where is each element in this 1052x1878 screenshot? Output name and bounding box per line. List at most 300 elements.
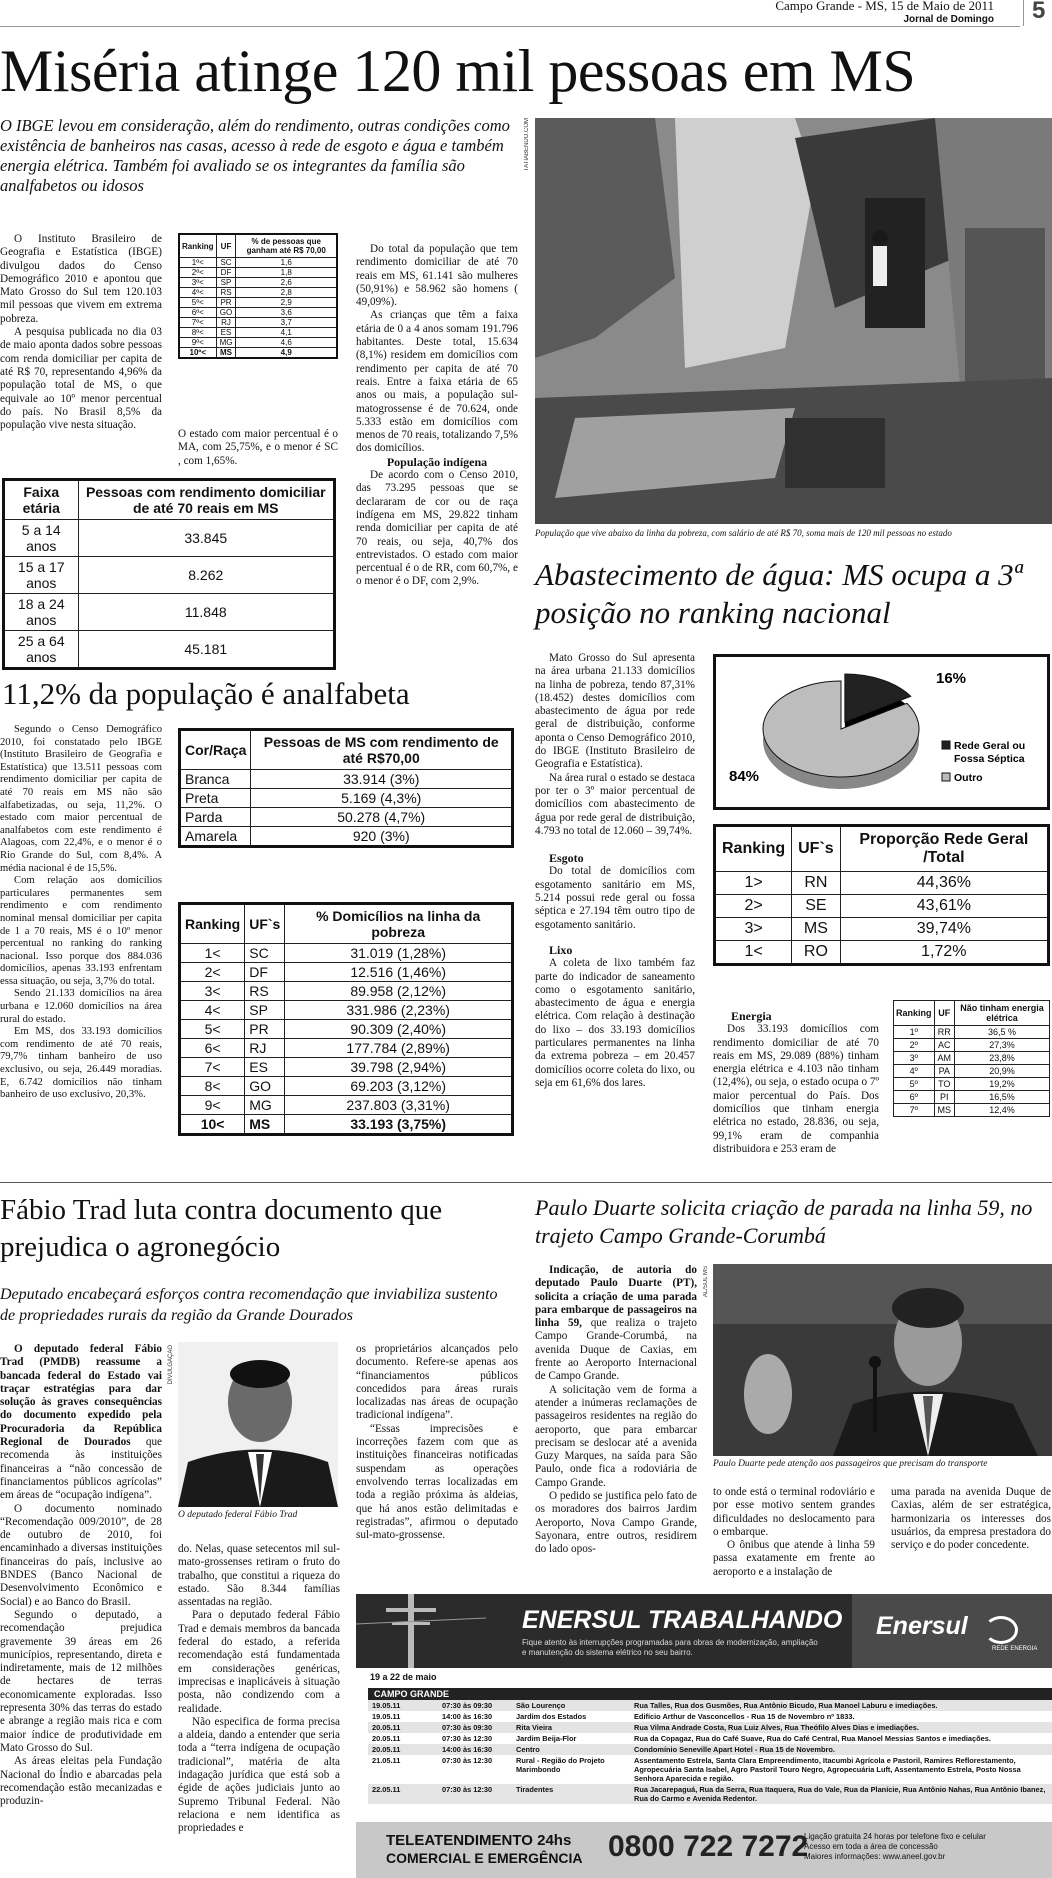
table-header-cell: UF — [934, 1001, 955, 1026]
table-cell: PR — [245, 1020, 285, 1039]
table-cell: AC — [934, 1039, 955, 1052]
paragraph: Mato Grosso do Sul apresenta na área urbana 21.133 domicílios na linha de pobreza, tendo 87,31% (18.452) destes domicílios com abastecimento de água por rede geral de distribuição, conforme aponta o Censo Demográfico 2010, do IBGE (Instituto Brasileiro de Geografia e Estatística). — [535, 652, 695, 771]
table-row — [179, 308, 337, 318]
table-cell: TO — [934, 1078, 955, 1091]
lead-bold: Indicação, de autoria do deputado Paulo Duarte (PT), solicita a criação de uma parada para embarque de passageiros na linha 59, — [535, 1264, 697, 1330]
table-cell: 3< — [180, 982, 245, 1001]
table-cell: RS — [245, 982, 285, 1001]
ad-period: 19 a 22 de maio — [370, 1672, 437, 1682]
table-row — [179, 348, 337, 359]
table-cell: 1º — [894, 1026, 935, 1039]
info-text — [804, 1832, 986, 1862]
dateline: Campo Grande - MS, 15 de Maio de 2011 — [775, 0, 994, 13]
schedule-cell: 20.05.11 — [372, 1734, 401, 1743]
table-row — [179, 258, 337, 268]
table-cell: 90.309 (2,40%) — [285, 1020, 513, 1039]
table-cell: 5º< — [179, 298, 216, 308]
schedule-cell: Edifício Arthur de Vasconcellos - Rua 15 de Novembro nº 1833. — [634, 1712, 855, 1721]
table-cell: 2º< — [179, 268, 216, 278]
schedule-cell: 07:30 às 12:30 — [442, 1734, 493, 1743]
subhead: Esgoto — [549, 851, 584, 866]
paragraph: to onde está o terminal rodoviário e por esse motivo sentem grandes dificuldades no deslocamento para o embarque. — [713, 1486, 875, 1538]
schedule-cell: 21.05.11 — [372, 1756, 401, 1765]
table-cell: RR — [934, 1026, 955, 1039]
lead-rest: que recomenda às instituições financeiras a “não concessão de financiamentos públicos agrícolas” em áreas de “ocupação indígena”. — [0, 1436, 163, 1502]
poverty-photo-art — [535, 118, 1052, 524]
table-cell: 19,2% — [955, 1078, 1050, 1091]
section-rule — [0, 1182, 1052, 1183]
schedule-cell: Rua Jacarepaguá, Rua da Serra, Rua Itaquera, Rua do Vale, Rua da Planície, Rua Antônio Nahas, Rua Antônio Ibanez, Rua do Carmo e Avenida Redentor. — [634, 1785, 1046, 1803]
schedule-cell: Rua Talles, Rua dos Gusmões, Rua Antônio Bicudo, Rua Manoel Laburu e imediações. — [634, 1701, 938, 1710]
table-cell: MG — [216, 338, 236, 348]
table-cell: 7< — [180, 1058, 245, 1077]
trad-col3 — [356, 1343, 518, 1542]
water-headline: Abastecimento de água: MS ocupa a 3ª posição no ranking nacional — [535, 557, 1023, 630]
table-cell: 4,1 — [236, 328, 337, 338]
table-cell: RO — [792, 941, 841, 965]
table-cell: ES — [216, 328, 236, 338]
table-cell: 1< — [715, 941, 792, 965]
table-cell: 50.278 (4,7%) — [251, 808, 513, 827]
tele2: COMERCIAL E EMERGÊNCIA — [386, 1850, 583, 1866]
paragraph: As crianças que têm a faixa etária de 0 a 4 anos somam 191.796 habitantes. Deste total, 15.634 (8,1%) residem em domicílios com rendimento per capita de até 70 reais. Entre a faixa etária de 65 anos ou mais, a população sul-matogrossense é de 70.624, onde 5.333 estão em domicílios com menos de 70 reais, totalizando 7,5% dos domicílios. — [356, 309, 518, 455]
table-households — [178, 902, 514, 1136]
paragraph — [0, 1343, 162, 1503]
duarte-photo-caption: Paulo Duarte pede atenção aos passageiros que precisam do transporte — [713, 1459, 988, 1469]
table-row — [180, 1058, 513, 1077]
lead-rest: que realiza o trajeto Campo Grande-Corumbá, na avenida Duque de Caxias, em frente ao Aeroporto Internacional de Campo Grande. — [535, 1317, 697, 1383]
ad-subtitle: Fique atento às interrupções programadas para obras de modernização, ampliação e manutenção do sistema elétrico no seu bairro. — [522, 1638, 818, 1657]
table-cell: GO — [245, 1077, 285, 1096]
table-cell: 33.845 — [78, 520, 334, 557]
trad-photo-caption: O deputado federal Fábio Trad — [178, 1510, 298, 1520]
table-row — [180, 1096, 513, 1115]
trad-col2 — [178, 1543, 340, 1836]
duarte-col1 — [535, 1264, 697, 1557]
table-cell: MS — [792, 918, 841, 941]
paragraph: os proprietários alcançados pelo documento. Refere-se apenas aos “financiamentos públicos concedidos para áreas rurais localizadas nas áreas de ocupação tradicional indígena”. — [356, 1343, 518, 1422]
table-cell: 43,61% — [840, 895, 1048, 918]
table-cell: 18 a 24 anos — [4, 594, 79, 631]
table-cell: RS — [216, 288, 236, 298]
table-header-cell: Cor/Raça — [180, 730, 251, 770]
table-cell: 39.798 (2,94%) — [285, 1058, 513, 1077]
table-row — [180, 1077, 513, 1096]
trad-deck: Deputado encabeçará esforços contra recomendação que inviabiliza sustento de propriedades rurais da região da Grande Dourados — [0, 1286, 498, 1324]
schedule-cell: Rua Vilma Andrade Costa, Rua Luiz Alves, Rua Theófilo Alves Dias e imediações. — [634, 1723, 919, 1732]
table-cell: 16,5% — [955, 1091, 1050, 1104]
paragraph: uma parada na avenida Duque de Caxias, além de ser estratégica, harmonizaria os interesses dos usuários, da empresa prestadora do serviço e do poder concedente. — [891, 1486, 1051, 1552]
table-cell: 1> — [715, 872, 792, 895]
table-cell: 1,8 — [236, 268, 337, 278]
table-header-cell: Ranking — [180, 904, 245, 944]
table-row — [715, 941, 1049, 965]
schedule-row — [368, 1722, 1052, 1733]
table-cell: Amarela — [180, 827, 251, 847]
table-water — [713, 824, 1050, 966]
table-cell: MS — [245, 1115, 285, 1135]
legend-label: Outro — [954, 772, 983, 784]
table-row — [894, 1065, 1050, 1078]
main-headline: Miséria atinge 120 mil pessoas em MS — [0, 38, 916, 104]
table-cell: 45.181 — [78, 631, 334, 669]
table-cell: 2,6 — [236, 278, 337, 288]
table-cell: 2< — [180, 963, 245, 982]
table-cell: 27,3% — [955, 1039, 1050, 1052]
table-row — [180, 808, 513, 827]
table-row — [4, 520, 335, 557]
table-row — [715, 872, 1049, 895]
water-col1 — [535, 652, 695, 1090]
schedule-cell: Centro — [516, 1745, 540, 1754]
table-cell: RN — [792, 872, 841, 895]
ad-footer — [356, 1822, 1052, 1878]
table-row — [180, 963, 513, 982]
subhead: Energia — [731, 1009, 772, 1023]
table-cell: 89.958 (2,12%) — [285, 982, 513, 1001]
paragraph: Sendo 21.133 domicílios na área urbana e 12.060 domicílios na área rural do estado. — [0, 988, 162, 1025]
schedule-cell: Rural - Região do Projeto Marimbondo — [516, 1756, 605, 1774]
table-cell: 920 (3%) — [251, 827, 513, 847]
table-cell: 4,9 — [236, 348, 337, 359]
table-cell: GO — [216, 308, 236, 318]
table-header-cell: Proporção Rede Geral /Total — [840, 826, 1048, 872]
paragraph: “Essas imprecisões e incorreções fazem com que as instituições financeiras notificadas suspendam as operações envolvendo terras localizadas em toda a região próxima às aldeias, que há anos estão delimitadas e registradas”, afirmou o deputado sul-mato-grossense. — [356, 1422, 518, 1542]
brand-name: Enersul — [876, 1612, 968, 1640]
pie-chart — [713, 654, 1050, 810]
phone-number[interactable]: 0800 722 7272 — [608, 1830, 809, 1863]
schedule-cell: Assentamento Estrela, Santa Clara Empreendimento, Itacumbi Agrícola e Pastoril, Ramires Reflorestamento, Agropecuária Santa Isabel, Agro Pastoril Touro Negro, Agropecuária Luft, Assentamento Estrela, Posto Nossa Senhora Aparecida e região. — [634, 1756, 1021, 1783]
paragraph: do. Nelas, quase setecentos mil sul-mato-grossenses retiram o fruto do trabalho, que constitui a riqueza do estado. São 8.344 famílias assentadas na região. — [178, 1543, 340, 1609]
schedule-cell: 20.05.11 — [372, 1723, 401, 1732]
table-row — [179, 288, 337, 298]
table-cell: Parda — [180, 808, 251, 827]
table-row — [894, 1078, 1050, 1091]
power-pole-icon — [356, 1594, 486, 1668]
schedule-cell: 07:30 às 12:30 — [442, 1756, 493, 1765]
paragraph: O ônibus que atende à linha 59 passa exatamente em frente ao aeroporto e a instalação de — [713, 1539, 875, 1578]
schedule-cell: 14:00 às 16:30 — [442, 1745, 493, 1754]
table-energy — [893, 1000, 1050, 1117]
pie-chart-svg — [716, 657, 1047, 807]
schedule-cell: Rua da Copagaz, Rua do Café Suave, Rua do Café Central, Rua Manoel Messias Santos e imediações. — [634, 1734, 991, 1743]
subhead: Lixo — [549, 942, 573, 957]
table-cell: SP — [245, 1001, 285, 1020]
brand-sub: REDE ENERGIA — [992, 1646, 1038, 1652]
table-row — [180, 944, 513, 963]
table-cell: 1,72% — [840, 941, 1048, 965]
table-cell: 8º< — [179, 328, 216, 338]
table-cell: 4< — [180, 1001, 245, 1020]
duarte-photo — [713, 1264, 1052, 1456]
table-cell: 5º — [894, 1078, 935, 1091]
table-header-cell: Pessoas de MS com rendimento de até R$70,00 — [251, 730, 513, 770]
table-row — [894, 1091, 1050, 1104]
table-cell: 15 a 17 anos — [4, 557, 79, 594]
paragraph: Segundo o deputado, a recomendação prejudica gravemente 39 áreas em 26 municípios, representando, direta e indiretamente, mais de 12 milhões de hectares de terras economicamente exploradas. Isso representa 30% das terras do estado e abrange a região mais rica e com maior índice de produtividade em Mato Grosso do Sul. — [0, 1608, 162, 1754]
main-col1 — [0, 233, 162, 432]
table-cell: 8< — [180, 1077, 245, 1096]
paragraph: A coleta de lixo também faz parte do indicador de saneamento como o esgotamento sanitário, abastecimento de água e energia elétrica. Com relação à destinação do lixo – dos 33.193 domicílios particulares permanentes na linha da extrema pobreza – em 20.457 domicílios ocorre coleta do lixo, ou seja em 61,6% dos lares. — [535, 957, 695, 1089]
info-line: Acesso em toda a área de concessão — [804, 1842, 938, 1851]
info-line: Ligação gratuita 24 horas por telefone fixo e celular — [804, 1832, 986, 1841]
table-states — [178, 233, 338, 359]
table-cell: 36,5 % — [955, 1026, 1050, 1039]
paragraph: O documento nominado “Recomendação 009/2010”, de 28 de outubro de 2010, foi encaminhado a diversas instituições financeiras do país, inclusive ao BNDES (Banco Nacional de Desenvolvimento Econômico e Social) e ao Banco do Brasil. — [0, 1502, 162, 1608]
subhead: População indígena — [386, 454, 488, 469]
table-cell: 44,36% — [840, 872, 1048, 895]
table-cell: 3,7 — [236, 318, 337, 328]
table-cell: 4º — [894, 1065, 935, 1078]
trad-portrait — [178, 1342, 338, 1507]
table-header-cell: % Domicílios na linha da pobreza — [285, 904, 513, 944]
schedule-cell: 07:30 às 09:30 — [442, 1701, 493, 1710]
table-row — [180, 827, 513, 847]
table-cell: 5 a 14 anos — [4, 520, 79, 557]
schedule-cell: Jardim dos Estados — [516, 1712, 587, 1721]
table-cell: SP — [216, 278, 236, 288]
duarte-photo-credit: AL/SUL MS — [703, 1266, 709, 1298]
paragraph: Não especifica de forma precisa a aldeia, dando a entender que seria toda a “terra indígena de ocupação tradicional”, matéria de alta indagação jurídica que está sob a égide de ações judiciais junto ao Supremo Tribunal Federal. Não relaciona e nem identifica as propriedades e — [178, 1715, 340, 1835]
table-cell: 1,6 — [236, 258, 337, 268]
paragraph: Do total da população que tem rendimento domiciliar de até 70 reais em MS, 61.141 são mulheres (50,91%) e 58.962 são homens ( 49,09%). — [356, 243, 518, 309]
table-cell: 7º< — [179, 318, 216, 328]
ad-schedule — [368, 1688, 1052, 1804]
duarte-col3 — [891, 1486, 1051, 1552]
paragraph: O Instituto Brasileiro de Geografia e Estatística (IBGE) divulgou dados do Censo Demográfico 2010 e apontou que Mato Grosso do Sul tem 120.103 mil pessoas que vivem em extrema pobreza. — [0, 233, 162, 325]
schedule-cell: 20.05.11 — [372, 1745, 401, 1754]
table-cell: 3,6 — [236, 308, 337, 318]
table-cell: AM — [934, 1052, 955, 1065]
table-row — [4, 631, 335, 669]
schedule-cell: 22.05.11 — [372, 1785, 401, 1794]
table-cell: 69.203 (3,12%) — [285, 1077, 513, 1096]
table-cell: 6º — [894, 1091, 935, 1104]
table-row — [894, 1104, 1050, 1117]
header-rule — [0, 26, 1020, 27]
duarte-headline: Paulo Duarte solicita criação de parada na linha 59, no trajeto Campo Grande-Corumbá — [535, 1195, 1033, 1248]
energy-col — [713, 1010, 879, 1156]
table-cell: 8.262 — [78, 557, 334, 594]
paragraph: A pesquisa publicada no dia 03 de maio aponta dados sobre pessoas com renda domiciliar per capita de até R$ 70, representando 4,96% da população total de MS, o que equivale ao 10º menor percentual do país. No Brasil 8,5% da população vive nesta situação. — [0, 326, 162, 432]
poverty-photo — [535, 118, 1052, 524]
table-row — [180, 1039, 513, 1058]
pie-value-label: 84% — [729, 768, 760, 785]
schedule-cell: 19.05.11 — [372, 1701, 401, 1710]
table-row — [180, 1115, 513, 1135]
ad-city: CAMPO GRANDE — [368, 1688, 1052, 1700]
paragraph — [535, 1264, 697, 1384]
table-row — [180, 982, 513, 1001]
table-cell: MS — [216, 348, 236, 359]
schedule-cell: 07:30 às 12:30 — [442, 1785, 493, 1794]
table-cell: 10º< — [179, 348, 216, 359]
table-row — [4, 557, 335, 594]
duarte-col2 — [713, 1486, 875, 1579]
table-cell: 39,74% — [840, 918, 1048, 941]
table-cell: MS — [934, 1104, 955, 1117]
illiteracy-text — [0, 724, 162, 1102]
table-header-cell: Faixa etária — [4, 480, 79, 520]
table-cell: 1º< — [179, 258, 216, 268]
table-cell: RJ — [216, 318, 236, 328]
tele1: TELEATENDIMENTO 24hs — [386, 1832, 572, 1849]
schedule-cell: Jardim Beija-Flor — [516, 1734, 577, 1743]
trad-photo-credit: DIVULGAÇÃO — [168, 1345, 174, 1385]
table-row — [179, 278, 337, 288]
schedule-row — [368, 1784, 1052, 1804]
mid-note: O estado com maior percentual é o MA, com 25,75%, e o menor é SC , com 1,65%. — [178, 428, 338, 467]
enersul-ad — [356, 1594, 1052, 1878]
table-cell: 4,6 — [236, 338, 337, 348]
table-row — [715, 918, 1049, 941]
table-header-cell: UF`s — [245, 904, 285, 944]
main-col3 — [356, 243, 518, 589]
trad-headline: Fábio Trad luta contra documento que prejudica o agronegócio — [0, 1194, 443, 1263]
table-header-cell: Ranking — [715, 826, 792, 872]
table-cell: DF — [245, 963, 285, 982]
table-header-cell: % de pessoas que ganham até R$ 70,00 — [236, 234, 337, 258]
schedule-row — [368, 1700, 1052, 1711]
table-cell: SC — [216, 258, 236, 268]
schedule-cell: 14:00 às 16:30 — [442, 1712, 493, 1721]
table-row — [180, 1020, 513, 1039]
table-race — [178, 728, 514, 848]
table-cell: SC — [245, 944, 285, 963]
trad-photo — [178, 1342, 338, 1507]
ad-brand-box — [852, 1594, 1052, 1668]
paragraph: Segundo o Censo Demográfico 2010, foi constatado pelo IBGE (Instituto Brasileiro de Geografia e Estatística) que 13.511 pessoas com rendimento domiciliar per capita de até 70 reais em MS não são alfabetizadas, ou seja, 11,2%. O estado com maior percentual de analfabetos com este rendimento é Alagoas, com 22,4%, e o menor é o Rio Grande do Sul, com 8,4%. A média nacional é de 15,5%. — [0, 724, 162, 874]
table-cell: 20,9% — [955, 1065, 1050, 1078]
paragraph: A solicitação vem de forma a atender a inúmeras reclamações de passageiros residentes na região do aeroporto, que para embarcar precisam se deslocar até a avenida Guzy Marques, na saída para São Paulo, onde fica a rodoviária de Campo Grande. — [535, 1383, 697, 1489]
table-cell: 9º< — [179, 338, 216, 348]
paragraph: O pedido se justifica pelo fato de os moradores dos bairros Jardim Aeroporto, Nova Campo Grande, Sayonara, entre outros, residirem do lado opos- — [535, 1490, 697, 1556]
table-cell: 33.914 (3%) — [251, 770, 513, 789]
table-cell: 10< — [180, 1115, 245, 1135]
table-cell: 331.986 (2,23%) — [285, 1001, 513, 1020]
illiteracy-headline: 11,2% da população é analfabeta — [2, 676, 410, 711]
table-row — [179, 338, 337, 348]
schedule-row — [368, 1711, 1052, 1722]
table-cell: 5< — [180, 1020, 245, 1039]
page-header — [0, 0, 1052, 28]
table-cell: Branca — [180, 770, 251, 789]
table-cell: RJ — [245, 1039, 285, 1058]
table-cell: 177.784 (2,89%) — [285, 1039, 513, 1058]
table-header-cell: Não tinham energia elétrica — [955, 1001, 1050, 1026]
table-cell: DF — [216, 268, 236, 278]
schedule-row — [368, 1755, 1052, 1784]
main-deck: O IBGE levou em consideração, além do rendimento, outras condições como existência de banheiros nas casas, acesso à rede de esgoto e água e também energia elétrica. Também foi avaliado se os integrantes da família são analfabetos ou idosos — [0, 116, 510, 195]
header-divider — [1023, 0, 1024, 26]
brand-logo-icon — [984, 1616, 1018, 1644]
schedule-cell: São Lourenço — [516, 1701, 566, 1710]
table-cell: PA — [934, 1065, 955, 1078]
page-number: 5 — [1032, 0, 1046, 24]
table-cell: 25 a 64 anos — [4, 631, 79, 669]
table-cell: 2> — [715, 895, 792, 918]
table-header-cell: Ranking — [179, 234, 216, 258]
lead-bold: O deputado federal Fábio Trad (PMDB) reassume a bancada federal do Estado vai traçar estratégias para dar solução às graves consequências do documento expedido pela Procuradoria da República Regional de Dourados — [0, 1343, 162, 1449]
table-row — [179, 318, 337, 328]
duarte-portrait — [713, 1264, 1052, 1456]
trad-col1 — [0, 1343, 162, 1808]
table-cell: 3> — [715, 918, 792, 941]
paragraph: De acordo com o Censo 2010, das 73.295 pessoas que se declararam de cor ou de raça indígena em MS, 29.822 tinham renda domiciliar per capita de até 70 reais, ou seja, 40,7% dos entrevistados. O estado com maior percentual é o de RR, com 60,7%, e o menor é o DF, com 2,9%. — [356, 469, 518, 588]
paper-name: Jornal de Domingo — [903, 14, 994, 25]
pie-value-label: 16% — [936, 670, 967, 687]
photo-credit: TATIABENDO.COM — [524, 118, 530, 172]
table-cell: PR — [216, 298, 236, 308]
schedule-row — [368, 1733, 1052, 1744]
table-header-cell: UF — [216, 234, 236, 258]
table-row — [179, 298, 337, 308]
table-cell: 3º< — [179, 278, 216, 288]
table-cell: 33.193 (3,75%) — [285, 1115, 513, 1135]
photo-caption: População que vive abaixo da linha da pobreza, com salário de até R$ 70, soma mais de 120 mil pessoas no estado — [535, 528, 952, 538]
ad-banner — [356, 1594, 1052, 1668]
table-cell: 4º< — [179, 288, 216, 298]
table-cell: 7º — [894, 1104, 935, 1117]
paragraph: Na área rural o estado se destaca por ter o 3º maior percentual de domicílios com abastecimento de água por rede geral de distribuição, 4.793 no total de 12.060 – 39,74%. — [535, 771, 695, 837]
schedule-cell: Tiradentes — [516, 1785, 554, 1794]
table-age — [2, 478, 336, 670]
schedule-cell: 07:30 às 09:30 — [442, 1723, 493, 1732]
table-cell: 3º — [894, 1052, 935, 1065]
table-header-cell: Ranking — [894, 1001, 935, 1026]
table-row — [894, 1039, 1050, 1052]
schedule-cell: Rita Vieira — [516, 1723, 553, 1732]
table-cell: 12,4% — [955, 1104, 1050, 1117]
schedule-cell: 19.05.11 — [372, 1712, 401, 1721]
legend-swatch — [942, 773, 950, 781]
table-cell: 1< — [180, 944, 245, 963]
table-cell: 237.803 (3,31%) — [285, 1096, 513, 1115]
table-row — [180, 789, 513, 808]
paragraph: Para o deputado federal Fábio Trad e demais membros da bancada federal do estado, a referida recomendação está fundamentada em considerações genéricas, imprecisas e inaplicáveis à situação posta, não condizendo com a realidade. — [178, 1609, 340, 1715]
schedule-row — [368, 1744, 1052, 1755]
table-cell: 6º< — [179, 308, 216, 318]
legend-label: Rede Geral ou Fossa Séptica — [954, 740, 1026, 765]
table-header-cell: UF`s — [792, 826, 841, 872]
table-row — [179, 328, 337, 338]
paragraph: Com relação aos domicílios particulares permanentes sem rendimento e com rendimento nominal mensal domiciliar per capita de 1 a 70 reais, MS é o 10º menor percentual no ranking do ranking nacional. Isso porque dos 884.036 domicílios, apenas 33.193 enfrentam essa situação, ou seja, 3,7% do total. — [0, 875, 162, 987]
paragraph: As áreas eleitas pela Fundação Nacional do Índio e abarcadas pela recomendação estão mecanizadas e produzin- — [0, 1755, 162, 1808]
paragraph: Dos 33.193 domicílios com rendimento domiciliar de até 70 reais em MS, 29.089 (88%) tinham energia elétrica e 4.103 não tinham (12,4%), ou seja, o estado ocupa o 7º maior percentual do País. Dos domicílios que tinham energia elétrica no estado, 28.836, ou seja, 99,1% eram de companhia distribuidora e 253 eram de — [713, 1023, 879, 1155]
table-cell: 12.516 (1,46%) — [285, 963, 513, 982]
table-row — [180, 1001, 513, 1020]
table-row — [179, 268, 337, 278]
table-row — [180, 770, 513, 789]
table-cell: 2,8 — [236, 288, 337, 298]
table-cell: PI — [934, 1091, 955, 1104]
table-row — [715, 895, 1049, 918]
table-cell: MG — [245, 1096, 285, 1115]
legend-swatch — [942, 741, 950, 749]
schedule-cell: Condomínio Seneville Apart Hotel - Rua 15 de Novembro. — [634, 1745, 835, 1754]
ad-title: ENERSUL TRABALHANDO — [522, 1606, 843, 1634]
paragraph: Em MS, dos 33.193 domicílios com rendimento de até 70 reais, 79,7% tinham banheiro de uso exclusivo, ou seja, 26.449 moradias. E, 6.742 domicílios não tinham banheiro de uso exclusivo, 20,3%. — [0, 1026, 162, 1101]
table-row — [4, 594, 335, 631]
table-cell: Preta — [180, 789, 251, 808]
paragraph: Do total de domicílios com esgotamento sanitário em MS, 5.214 possui rede geral ou fossa séptica e 27.194 têm outro tipo de esgotamento sanitário. — [535, 865, 695, 931]
table-cell: 6< — [180, 1039, 245, 1058]
table-cell: 2,9 — [236, 298, 337, 308]
table-header-cell: Pessoas com rendimento domiciliar de até 70 reais em MS — [78, 480, 334, 520]
table-cell: ES — [245, 1058, 285, 1077]
table-cell: 9< — [180, 1096, 245, 1115]
table-cell: 5.169 (4,3%) — [251, 789, 513, 808]
